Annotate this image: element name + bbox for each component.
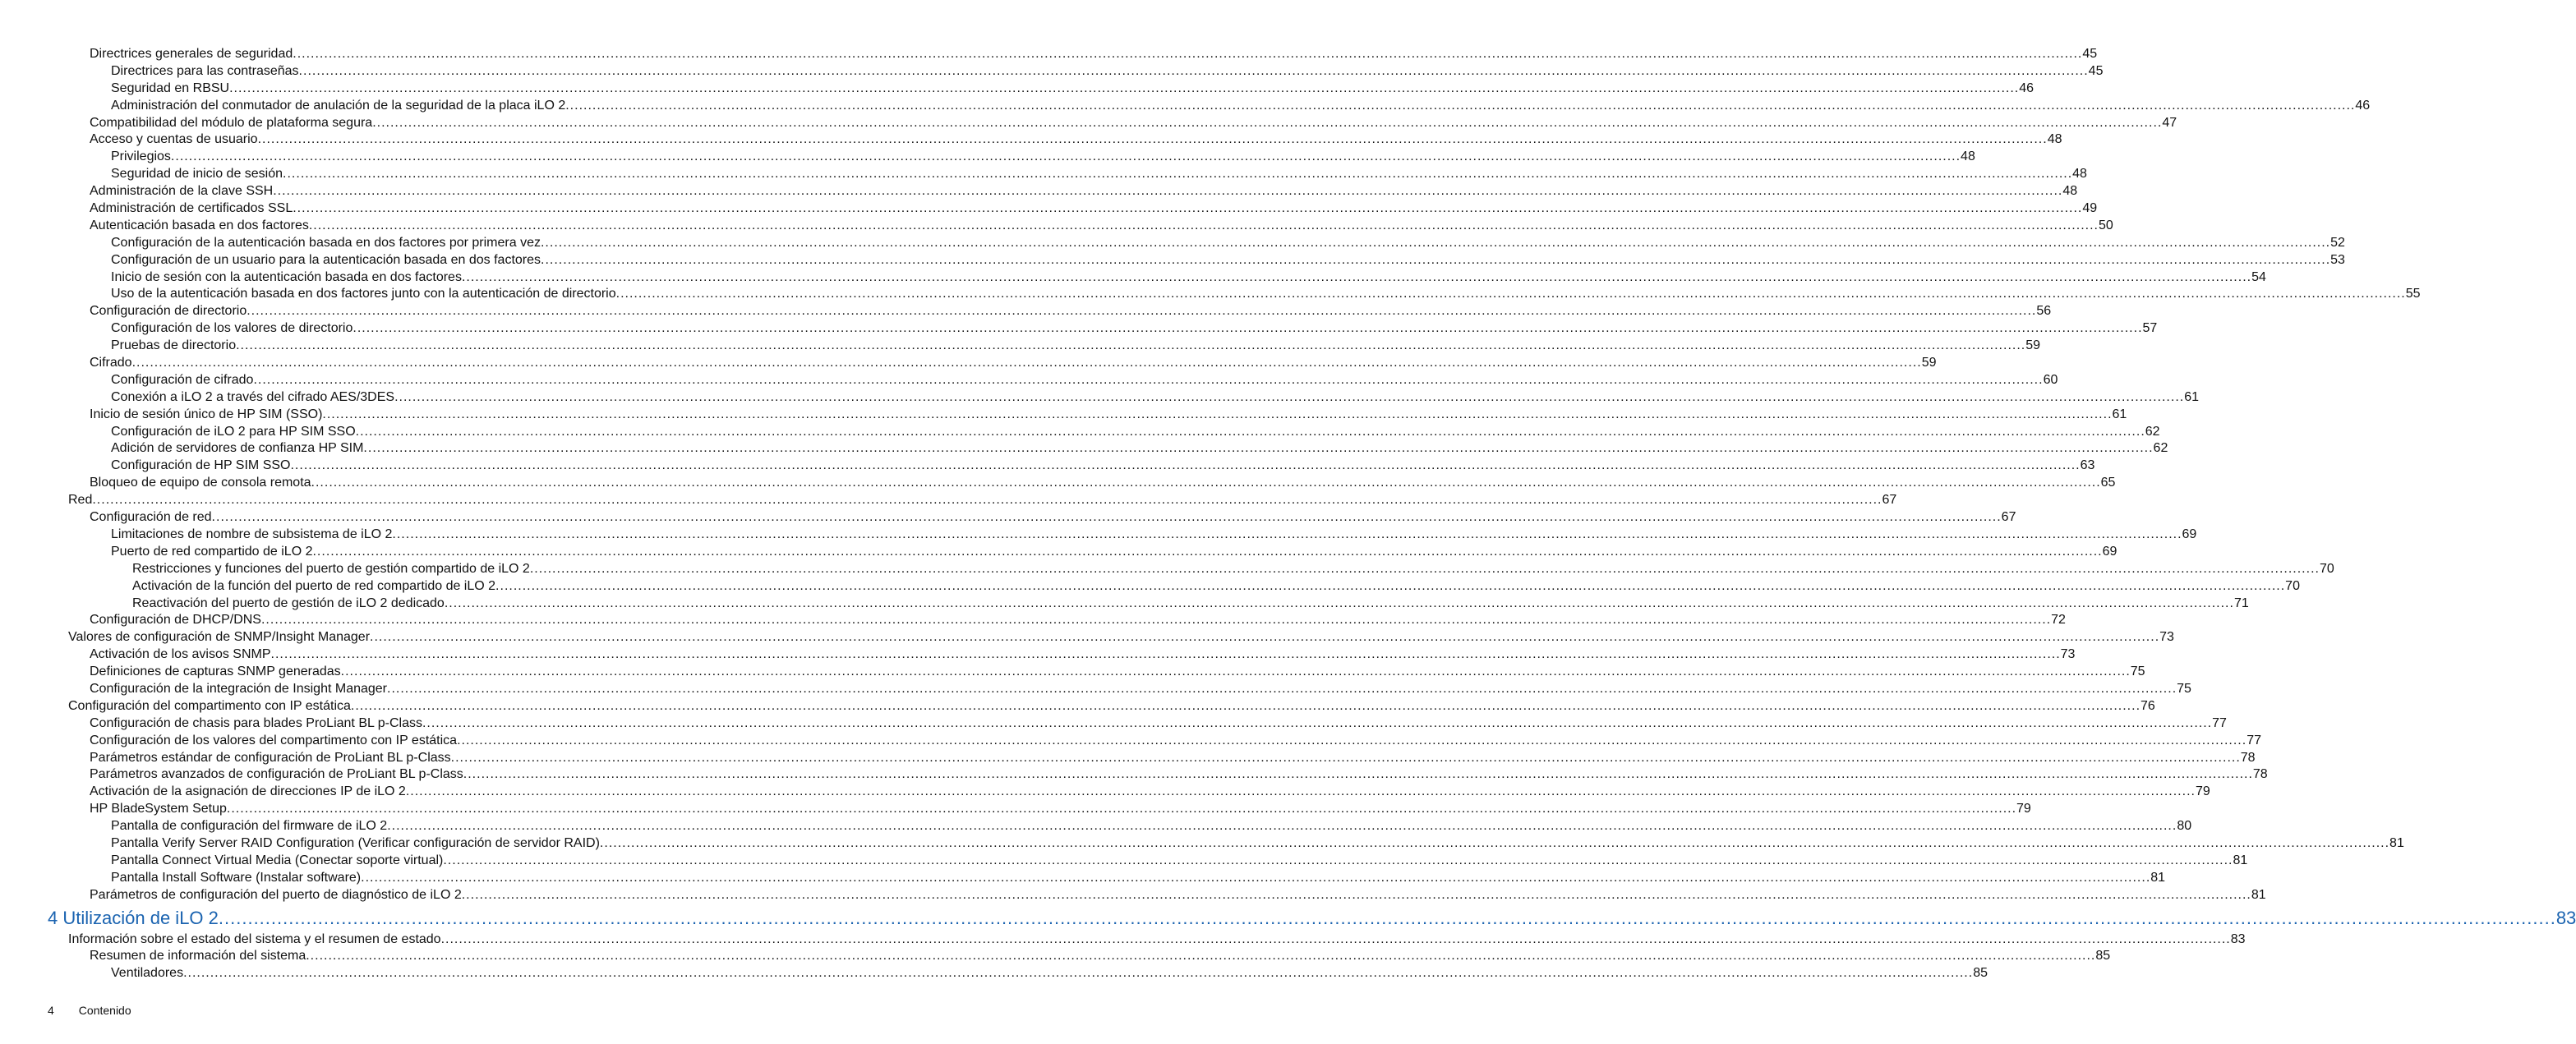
toc-entry-page: 80 (2177, 819, 2192, 834)
toc-dot-leader: ................................................................................................................................................................................................................................................................................................................................................................................................................ (422, 715, 2213, 730)
toc-entry-title: 4 Utilización de iLO 2 (48, 907, 219, 928)
toc-entry-page: 61 (2112, 407, 2127, 421)
toc-entry-page: 67 (2001, 510, 2016, 525)
toc-entry[interactable] (0, 63, 2104, 80)
toc-entry-title: Configuración de cifrado (111, 372, 254, 387)
toc-entry-title: Configuración de HP SIM SSO (111, 458, 291, 473)
toc-entry[interactable] (0, 372, 2058, 389)
toc-entry[interactable] (0, 578, 2300, 596)
toc-entry-page: 48 (2072, 167, 2087, 182)
toc-entry-page: 69 (2102, 544, 2117, 559)
toc-entry-page: 79 (2016, 802, 2031, 816)
toc-entry-page: 70 (2319, 561, 2334, 576)
toc-entry-title: Configuración de la integración de Insight Manager (90, 681, 388, 696)
toc-entry-title: Pantalla de configuración del firmware de iLO 2 (111, 819, 388, 834)
footer-page-number: 4 (48, 1004, 54, 1017)
toc-entry-page: 59 (2025, 338, 2041, 353)
toc-entry[interactable] (0, 801, 2031, 818)
toc-entry-title: Ventiladores (111, 966, 184, 981)
toc-dot-leader: ................................................................................................................................................................................................................................................................................................................................................................................................................ (293, 201, 2083, 216)
toc-entry-row (68, 492, 1897, 509)
toc-entry-row (132, 578, 2300, 596)
toc-dot-leader: ................................................................................................................................................................................................................................................................................................................................................................................................................ (495, 578, 2286, 593)
toc-entry-page: 65 (2100, 476, 2116, 490)
toc-entry[interactable] (0, 835, 2404, 853)
toc-dot-leader: ................................................................................................................................................................................................................................................................................................................................................................................................................ (361, 870, 2151, 885)
toc-entry[interactable] (0, 235, 2345, 252)
toc-entry-page: 81 (2251, 887, 2266, 902)
toc-entry-title: Privilegios (111, 149, 171, 164)
toc-entry-row (90, 509, 2016, 527)
toc-entry[interactable] (0, 131, 2062, 149)
toc-entry[interactable] (0, 492, 1897, 509)
toc-entry-title: Conexión a iLO 2 a través del cifrado AES/3DES (111, 389, 395, 404)
toc-entry[interactable] (0, 80, 2035, 98)
toc-dot-leader: ................................................................................................................................................................................................................................................................................................................................................................................................................ (340, 665, 2131, 679)
toc-entry-page: 75 (2177, 681, 2191, 696)
toc-entry-title: Configuración de los valores del compartimento con IP estática (90, 733, 458, 747)
toc-entry-row (90, 733, 2261, 750)
toc-dot-leader: ................................................................................................................................................................................................................................................................................................................................................................................................................ (229, 80, 2020, 95)
toc-dot-leader: ................................................................................................................................................................................................................................................................................................................................................................................................................ (350, 698, 2141, 713)
toc-entry[interactable] (0, 252, 2345, 269)
toc-dot-leader: ................................................................................................................................................................................................................................................................................................................................................................................................................ (311, 476, 2101, 490)
page-footer (48, 1004, 131, 1017)
toc-entry-title: Directrices para las contraseñas (111, 63, 299, 78)
toc-entry-row (111, 527, 2197, 544)
toc-entry-title: Información sobre el estado del sistema y el resumen de estado (68, 931, 441, 946)
toc-entry-title: Inicio de sesión con la autenticación basada en dos factores (111, 269, 462, 284)
toc-entry-page: 50 (2098, 218, 2113, 232)
toc-entry-row (90, 750, 2256, 767)
toc-entry-title: Pantalla Install Software (Instalar software) (111, 870, 362, 885)
toc-entry-page: 78 (2252, 767, 2268, 782)
toc-dot-leader: ................................................................................................................................................................................................................................................................................................................................................................................................................ (170, 149, 1961, 164)
toc-entry-row (111, 853, 2248, 870)
toc-entry-title: Activación de los avisos SNMP (90, 647, 271, 662)
toc-entry-row (111, 965, 1988, 982)
toc-entry[interactable] (0, 965, 1988, 982)
toc-entry-page: 60 (2043, 372, 2058, 387)
toc-dot-leader: ................................................................................................................................................................................................................................................................................................................................................................................................................ (372, 115, 2163, 130)
toc-entry-title: Pantalla Connect Virtual Media (Conectar soporte virtual) (111, 853, 444, 867)
toc-entry-title: Parámetros avanzados de configuración de ProLiant BL p-Class (90, 767, 463, 782)
toc-entry[interactable] (0, 646, 2076, 664)
toc-entry[interactable] (0, 544, 2117, 561)
toc-entry-page: 71 (2233, 596, 2249, 610)
toc-entry-title: Uso de la autenticación basada en dos factores junto con la autenticación de directorio (111, 287, 616, 301)
toc-entry-page: 56 (2036, 304, 2052, 319)
toc-dot-leader: ................................................................................................................................................................................................................................................................................................................................................................................................................ (615, 287, 2406, 301)
toc-entry-row (90, 681, 2191, 698)
toc-entry[interactable] (0, 629, 2174, 646)
toc-entry-title: Inicio de sesión único de HP SIM (SSO) (90, 407, 323, 421)
toc-entry[interactable] (0, 681, 2191, 698)
toc-chapter-entry[interactable] (0, 906, 2576, 931)
toc-entry-title: Configuración de los valores de directorio (111, 321, 353, 336)
toc-entry-page: 69 (2182, 527, 2197, 541)
toc-entry-title: Valores de configuración de SNMP/Insight Manager (68, 630, 371, 645)
toc-entry[interactable] (0, 440, 2168, 458)
toc-entry-row (111, 818, 2192, 835)
toc-entry-page: 46 (2019, 80, 2035, 95)
toc-entry-title: HP BladeSystem Setup (90, 802, 227, 816)
toc-entry-title: Configuración de la autenticación basada en dos factores por primera vez (111, 235, 541, 250)
toc-entry-row (90, 131, 2062, 149)
toc-entry-title: Administración de certificados SSL (90, 201, 293, 216)
toc-entry-row (90, 218, 2113, 235)
toc-entry-row (90, 664, 2145, 681)
toc-dot-leader: ................................................................................................................................................................................................................................................................................................................................................................................................................ (308, 218, 2099, 232)
toc-entry-row (90, 200, 2098, 218)
toc-entry-row (90, 183, 2078, 200)
toc-entry-page: 85 (1973, 966, 1988, 981)
toc-entry[interactable] (0, 948, 2111, 965)
toc-entry-page: 83 (2230, 931, 2246, 946)
toc-dot-leader: ................................................................................................................................................................................................................................................................................................................................................................................................................ (290, 458, 2081, 473)
toc-dot-leader: ................................................................................................................................................................................................................................................................................................................................................................................................................ (283, 167, 2073, 182)
toc-entry-title: Configuración del compartimento con IP estática (68, 698, 351, 713)
toc-entry-row (90, 115, 2177, 132)
toc-dot-leader: ................................................................................................................................................................................................................................................................................................................................................................................................................ (257, 132, 2048, 147)
toc-entry-row (90, 303, 2052, 320)
toc-dot-leader: ................................................................................................................................................................................................................................................................................................................................................................................................................ (457, 733, 2247, 747)
toc-entry-title: Autenticación basada en dos factores (90, 218, 309, 232)
toc-entry-title: Administración de la clave SSH (90, 184, 274, 199)
toc-entry[interactable] (0, 389, 2199, 407)
toc-dot-leader: ................................................................................................................................................................................................................................................................................................................................................................................................................ (541, 252, 2331, 267)
toc-entry-page: 62 (2145, 424, 2160, 439)
toc-entry-page: 75 (2130, 665, 2145, 679)
toc-entry[interactable] (0, 561, 2334, 578)
toc-dot-leader: ................................................................................................................................................................................................................................................................................................................................................................................................................ (461, 269, 2252, 284)
toc-entry-row (111, 424, 2160, 441)
toc-entry-row (111, 440, 2168, 458)
toc-entry[interactable] (0, 596, 2249, 613)
toc-entry[interactable] (0, 166, 2087, 183)
toc-entry-row (111, 98, 2371, 115)
footer-label: Contenido (78, 1004, 131, 1017)
toc-entry-title: Parámetros de configuración del puerto de diagnóstico de iLO 2 (90, 887, 462, 902)
toc-entry-page: 61 (2184, 389, 2199, 404)
toc-entry[interactable] (0, 200, 2098, 218)
toc-dot-leader: ................................................................................................................................................................................................................................................................................................................................................................................................................ (322, 407, 2113, 421)
toc-entry-page: 70 (2285, 578, 2300, 593)
toc-entry-title: Directrices generales de seguridad (90, 47, 293, 61)
toc-dot-leader: ................................................................................................................................................................................................................................................................................................................................................................................................................ (270, 647, 2061, 662)
toc-entry-title: Pruebas de directorio (111, 338, 237, 353)
toc-dot-leader: ................................................................................................................................................................................................................................................................................................................................................................................................................ (92, 493, 1882, 508)
toc-entry-page: 48 (2062, 184, 2078, 199)
toc-entry[interactable] (0, 853, 2248, 870)
toc-entry[interactable] (0, 733, 2261, 750)
toc-entry-page: 53 (2330, 252, 2345, 267)
toc-dot-leader: ................................................................................................................................................................................................................................................................................................................................................................................................................ (260, 613, 2052, 628)
toc-entry[interactable] (0, 698, 2155, 715)
toc-entry-row (111, 458, 2095, 475)
toc-entry-title: Restricciones y funciones del puerto de gestión compartido de iLO 2 (132, 561, 530, 576)
toc-entry-title: Acceso y cuentas de usuario (90, 132, 258, 147)
toc-dot-leader: ................................................................................................................................................................................................................................................................................................................................................................................................................ (247, 304, 2037, 319)
toc-entry-row (111, 338, 2041, 355)
toc-entry-title: Configuración de iLO 2 para HP SIM SSO (111, 424, 356, 439)
toc-entry-row (90, 475, 2116, 492)
toc-entry-row (111, 63, 2104, 80)
toc-entry-row (132, 561, 2334, 578)
toc-entry-page: 73 (2060, 647, 2076, 662)
toc-dot-leader: ................................................................................................................................................................................................................................................................................................................................................................................................................ (463, 767, 2253, 782)
toc-entry[interactable] (0, 766, 2268, 784)
toc-dot-leader: ................................................................................................................................................................................................................................................................................................................................................................................................................ (353, 321, 2143, 336)
toc-entry[interactable] (0, 458, 2095, 475)
toc-entry-title: Limitaciones de nombre de subsistema de iLO 2 (111, 527, 393, 541)
toc-entry-page: 55 (2405, 287, 2421, 301)
toc-entry-row (111, 149, 1975, 166)
toc-entry-page: 77 (2247, 733, 2261, 747)
toc-entry-page: 78 (2240, 750, 2256, 765)
toc-dot-leader: ................................................................................................................................................................................................................................................................................................................................................................................................................ (273, 184, 2063, 199)
toc-entry-page: 48 (1961, 149, 1975, 164)
toc-entry[interactable] (0, 931, 2246, 949)
toc-entry-row (90, 646, 2076, 664)
toc-entry-page: 46 (2355, 98, 2371, 113)
toc-dot-leader: ................................................................................................................................................................................................................................................................................................................................................................................................................ (183, 966, 1974, 981)
toc-entry[interactable] (0, 286, 2421, 303)
toc-dot-leader: ................................................................................................................................................................................................................................................................................................................................................................................................................ (392, 527, 2182, 541)
toc-entry-title: Administración del conmutador de anulación de la seguridad de la placa iLO 2 (111, 98, 566, 113)
toc-entry-title: Red (68, 493, 93, 508)
toc-entry-row (111, 235, 2345, 252)
toc-entry-row (68, 931, 2246, 949)
toc-dot-leader: ................................................................................................................................................................................................................................................................................................................................................................................................................ (461, 887, 2251, 902)
toc-dot-leader: ................................................................................................................................................................................................................................................................................................................................................................................................................ (218, 907, 2556, 928)
toc-entry-page: 54 (2251, 269, 2266, 284)
toc-entry-title: Reactivación del puerto de gestión de iLO 2 dedicado (132, 596, 445, 610)
toc-entry[interactable] (0, 784, 2210, 801)
toc-entry-row (90, 784, 2210, 801)
toc-entry-row (111, 286, 2421, 303)
toc-entry[interactable] (0, 475, 2116, 492)
toc-dot-leader: ................................................................................................................................................................................................................................................................................................................................................................................................................ (599, 835, 2390, 850)
toc-dot-leader: ................................................................................................................................................................................................................................................................................................................................................................................................................ (387, 819, 2177, 834)
toc-entry-row (90, 801, 2031, 818)
toc-dot-leader: ................................................................................................................................................................................................................................................................................................................................................................................................................ (444, 596, 2234, 610)
toc-entry-title: Adición de servidores de confianza HP SIM (111, 441, 364, 456)
toc-entry-page: 73 (2159, 630, 2174, 645)
toc-entry-page: 48 (2047, 132, 2062, 147)
toc-dot-leader: ................................................................................................................................................................................................................................................................................................................................................................................................................ (443, 853, 2233, 867)
toc-entry[interactable] (0, 218, 2113, 235)
toc-entry-title: Pantalla Verify Server RAID Configuration (Verificar configuración de servidor RAID) (111, 835, 600, 850)
table-of-contents (0, 46, 2576, 982)
toc-entry[interactable] (0, 424, 2160, 441)
toc-entry[interactable] (0, 355, 1937, 372)
toc-entry-page: 83 (2555, 907, 2576, 928)
toc-entry-page: 85 (2095, 949, 2111, 964)
toc-entry[interactable] (0, 818, 2192, 835)
toc-dot-leader: ................................................................................................................................................................................................................................................................................................................................................................................................................ (370, 630, 2160, 645)
toc-entry-row (111, 835, 2404, 853)
toc-entry[interactable] (0, 98, 2371, 115)
toc-entry-row (90, 46, 2098, 63)
toc-entry-row (90, 612, 2066, 629)
toc-entry[interactable] (0, 183, 2078, 200)
toc-entry-row (68, 698, 2155, 715)
toc-entry-page: 81 (2233, 853, 2248, 867)
toc-entry-title: Resumen de información del sistema (90, 949, 306, 964)
toc-entry[interactable] (0, 338, 2041, 355)
toc-dot-leader: ................................................................................................................................................................................................................................................................................................................................................................................................................ (306, 949, 2096, 964)
toc-entry-title: Compatibilidad del módulo de plataforma segura (90, 115, 373, 130)
toc-entry-title: Configuración de directorio (90, 304, 247, 319)
toc-entry-page: 63 (2080, 458, 2095, 473)
toc-entry-page: 76 (2141, 698, 2155, 713)
toc-dot-leader: ................................................................................................................................................................................................................................................................................................................................................................................................................ (450, 750, 2241, 765)
toc-entry-page: 47 (2162, 115, 2177, 130)
toc-entry[interactable] (0, 715, 2227, 733)
toc-entry-row (48, 906, 2576, 931)
toc-entry-page: 57 (2142, 321, 2158, 336)
toc-entry[interactable] (0, 269, 2266, 287)
toc-dot-leader: ................................................................................................................................................................................................................................................................................................................................................................................................................ (236, 338, 2026, 353)
toc-entry-page: 45 (2088, 63, 2104, 78)
toc-entry[interactable] (0, 612, 2066, 629)
toc-entry-row (111, 544, 2117, 561)
toc-entry-page: 77 (2212, 715, 2227, 730)
toc-entry-title: Activación de la función del puerto de red compartido de iLO 2 (132, 578, 496, 593)
toc-entry-row (111, 252, 2345, 269)
toc-entry[interactable] (0, 303, 2052, 320)
toc-dot-leader: ................................................................................................................................................................................................................................................................................................................................................................................................................ (211, 510, 2002, 525)
toc-entry-title: Cifrado (90, 356, 132, 370)
toc-entry-row (90, 887, 2266, 904)
toc-entry-row (111, 80, 2035, 98)
toc-entry[interactable] (0, 115, 2177, 132)
toc-entry[interactable] (0, 46, 2098, 63)
toc-entry-page: 52 (2330, 235, 2345, 250)
toc-entry-row (132, 596, 2249, 613)
toc-entry-row (111, 320, 2158, 338)
toc-dot-leader: ................................................................................................................................................................................................................................................................................................................................................................................................................ (387, 681, 2177, 696)
toc-dot-leader: ................................................................................................................................................................................................................................................................................................................................................................................................................ (298, 63, 2089, 78)
toc-entry[interactable] (0, 750, 2256, 767)
toc-entry-row (68, 629, 2174, 646)
toc-entry-title: Configuración de red (90, 510, 212, 525)
toc-entry-title: Definiciones de capturas SNMP generadas (90, 665, 341, 679)
toc-dot-leader: ................................................................................................................................................................................................................................................................................................................................................................................................................ (440, 931, 2231, 946)
toc-dot-leader: ................................................................................................................................................................................................................................................................................................................................................................................................................ (394, 389, 2185, 404)
toc-dot-leader: ................................................................................................................................................................................................................................................................................................................................................................................................................ (355, 424, 2145, 439)
toc-dot-leader: ................................................................................................................................................................................................................................................................................................................................................................................................................ (540, 235, 2331, 250)
toc-entry-title: Activación de la asignación de direcciones IP de iLO 2 (90, 784, 406, 799)
toc-entry-row (90, 355, 1937, 372)
toc-entry-page: 79 (2195, 784, 2210, 799)
toc-dot-leader: ................................................................................................................................................................................................................................................................................................................................................................................................................ (565, 98, 2356, 113)
toc-dot-leader: ................................................................................................................................................................................................................................................................................................................................................................................................................ (253, 372, 2044, 387)
toc-entry-row (111, 166, 2087, 183)
toc-dot-leader: ................................................................................................................................................................................................................................................................................................................................................................................................................ (293, 47, 2083, 61)
toc-entry[interactable] (0, 870, 2166, 887)
toc-entry-row (90, 407, 2127, 424)
toc-entry-row (90, 715, 2227, 733)
toc-entry-page: 49 (2082, 201, 2098, 216)
toc-entry-page: 72 (2051, 613, 2066, 628)
toc-entry-page: 59 (1921, 356, 1937, 370)
toc-entry-title: Configuración de DHCP/DNS (90, 613, 261, 628)
toc-entry-title: Configuración de un usuario para la autenticación basada en dos factores (111, 252, 541, 267)
toc-entry-row (111, 389, 2199, 407)
toc-entry-row (90, 766, 2268, 784)
toc-entry[interactable] (0, 320, 2158, 338)
toc-entry-title: Bloqueo de equipo de consola remota (90, 476, 311, 490)
toc-entry-title: Puerto de red compartido de iLO 2 (111, 544, 313, 559)
toc-entry[interactable] (0, 887, 2266, 904)
toc-entry-title: Configuración de chasis para blades ProLiant BL p-Class (90, 715, 422, 730)
toc-entry-title: Seguridad de inicio de sesión (111, 167, 283, 182)
toc-entry-row (111, 269, 2266, 287)
toc-dot-leader: ................................................................................................................................................................................................................................................................................................................................................................................................................ (529, 561, 2320, 576)
toc-entry-title: Parámetros estándar de configuración de ProLiant BL p-Class (90, 750, 451, 765)
toc-entry-page: 81 (2389, 835, 2404, 850)
toc-dot-leader: ................................................................................................................................................................................................................................................................................................................................................................................................................ (312, 544, 2103, 559)
toc-entry-page: 62 (2153, 441, 2168, 456)
toc-entry[interactable] (0, 149, 1975, 166)
toc-dot-leader: ................................................................................................................................................................................................................................................................................................................................................................................................................ (226, 802, 2017, 816)
toc-entry-page: 67 (1882, 493, 1897, 508)
toc-entry[interactable] (0, 527, 2197, 544)
toc-dot-leader: ................................................................................................................................................................................................................................................................................................................................................................................................................ (131, 356, 1922, 370)
toc-dot-leader: ................................................................................................................................................................................................................................................................................................................................................................................................................ (363, 441, 2154, 456)
toc-entry[interactable] (0, 664, 2145, 681)
toc-entry[interactable] (0, 509, 2016, 527)
toc-entry-page: 45 (2082, 47, 2098, 61)
toc-entry-page: 81 (2150, 870, 2166, 885)
toc-entry-row (111, 870, 2166, 887)
toc-entry-row (90, 948, 2111, 965)
toc-entry-title: Seguridad en RBSU (111, 80, 230, 95)
toc-dot-leader: ................................................................................................................................................................................................................................................................................................................................................................................................................ (405, 784, 2196, 799)
toc-entry-row (111, 372, 2058, 389)
toc-entry[interactable] (0, 407, 2127, 424)
